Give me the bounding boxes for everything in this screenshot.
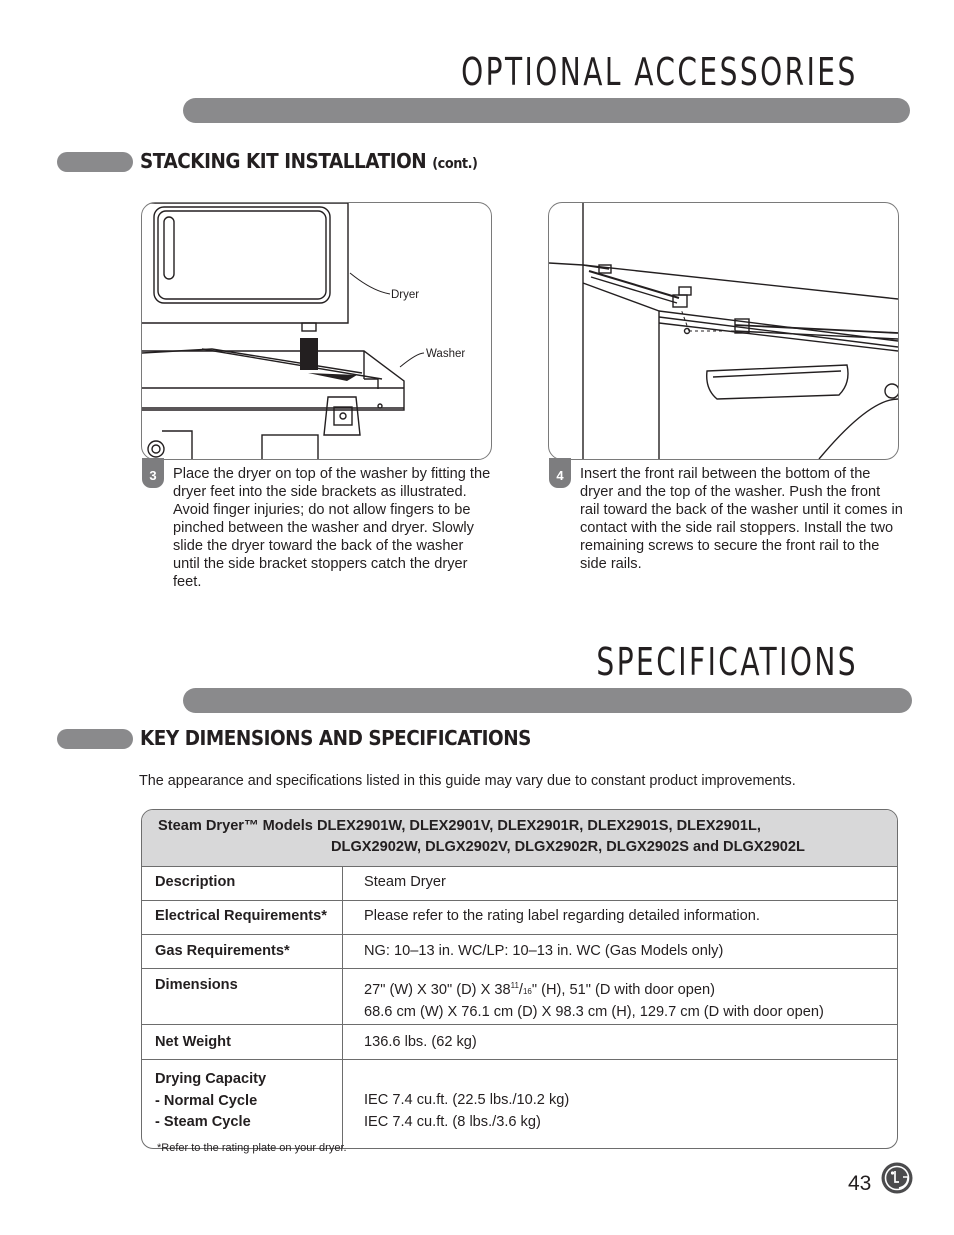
spec-value: Steam Dryer (364, 874, 446, 890)
stacking-kit-heading-text: STACKING KIT INSTALLATION (140, 149, 427, 173)
steam-cycle-label: - Steam Cycle (155, 1114, 251, 1130)
optional-accessories-title: OPTIONAL ACCESSORIES (461, 50, 858, 94)
washer-callout: Washer (426, 348, 466, 360)
step-4-illustration (548, 202, 899, 460)
dryer-callout: Dryer (391, 289, 420, 301)
key-dimensions-heading: KEY DIMENSIONS AND SPECIFICATIONS (140, 726, 531, 750)
dimensions-fraction-numerator: 11 (510, 981, 519, 990)
stacking-kit-heading-cont: (cont.) (432, 156, 478, 172)
steam-cycle-value: IEC 7.4 cu.ft. (8 lbs./3.6 kg) (364, 1113, 541, 1130)
step-3-illustration (141, 202, 492, 460)
dimensions-fraction-slash: / (518, 981, 523, 998)
spec-value: Please refer to the rating label regarding detailed information. (364, 908, 760, 924)
step-4-badge: 4 (549, 458, 571, 488)
stacking-kit-heading (140, 149, 477, 173)
table-row (142, 1025, 897, 1060)
spec-header-line1: Steam Dryer™ Models DLEX2901W, DLEX2901V, DLEX2901R, DLEX2901S, DLEX2901L, (158, 818, 761, 834)
normal-cycle-value: IEC 7.4 cu.ft. (22.5 lbs./10.2 kg) (364, 1092, 570, 1108)
spec-footnote: *Refer to the rating plate on your dryer. (157, 1142, 347, 1154)
table-row (142, 935, 897, 969)
spec-label: Gas Requirements* (142, 935, 343, 968)
dimensions-imperial-post: " (H), 51" (D with door open) (531, 981, 716, 998)
drying-capacity-label: Drying Capacity (155, 1071, 267, 1087)
step-3-badge: 3 (142, 458, 164, 488)
spec-value: NG: 10–13 in. WC/LP: 10–13 in. WC (Gas Models only) (364, 943, 724, 959)
spec-label (142, 1060, 343, 1148)
normal-cycle-label: - Normal Cycle (155, 1092, 258, 1109)
table-row (142, 1060, 897, 1148)
step-3-text: Place the dryer on top of the washer by fitting the dryer feet into the side brackets as illustrated. Avoid finger injuries; do not allow fingers to be pinched between the washer and dryer. Slowly slide the dryer toward the back of the washer until the side bracket stoppers catch the dryer feet. (173, 466, 491, 590)
table-row (142, 901, 897, 935)
spec-table-header (142, 810, 897, 867)
specs-section-marker-pill (57, 729, 133, 749)
lg-logo-icon (881, 1162, 913, 1194)
spec-label: Electrical Requirements* (142, 901, 343, 934)
specs-intro-text: The appearance and specifications listed in this guide may vary due to constant product improvements. (139, 773, 796, 789)
spec-label: Net Weight (142, 1025, 343, 1059)
specifications-title: SPECIFICATIONS (596, 640, 858, 684)
dimensions-metric: 68.6 cm (W) X 76.1 cm (D) X 98.3 cm (H), 129.7 cm (D with door open) (364, 1004, 824, 1021)
table-row (142, 867, 897, 901)
table-row (142, 969, 897, 1025)
spec-value (343, 969, 897, 1024)
step-4-text: Insert the front rail between the bottom of the dryer and the top of the washer. Push the front rail toward the back of the washer until it comes in contact with the side rail stoppers. Install the two remaining screws to secure the front rail to the side rails. (580, 466, 903, 572)
dryer-on-washer-drawing (142, 203, 491, 459)
spec-header-line2: DLGX2902W, DLGX2902V, DLGX2902R, DLGX2902S and DLGX2902L (331, 839, 805, 855)
spec-value (343, 1060, 897, 1148)
page-number: 43 (848, 1172, 872, 1195)
lg-logo-text: LG (881, 1162, 883, 1163)
spec-label: Description (142, 867, 343, 900)
specifications-rule-bar (183, 688, 912, 713)
spec-label: Dimensions (142, 969, 343, 1024)
specifications-table (141, 809, 898, 1149)
dimensions-imperial-pre: 27" (W) X 30" (D) X 38 (364, 981, 511, 998)
spec-value: 136.6 lbs. (62 kg) (364, 1034, 477, 1050)
front-rail-drawing (549, 203, 898, 459)
title-rule-bar (183, 98, 910, 123)
section-marker-pill (57, 152, 133, 172)
dimensions-fraction-denominator: 16 (522, 986, 532, 996)
dimensions-imperial (364, 975, 897, 1002)
